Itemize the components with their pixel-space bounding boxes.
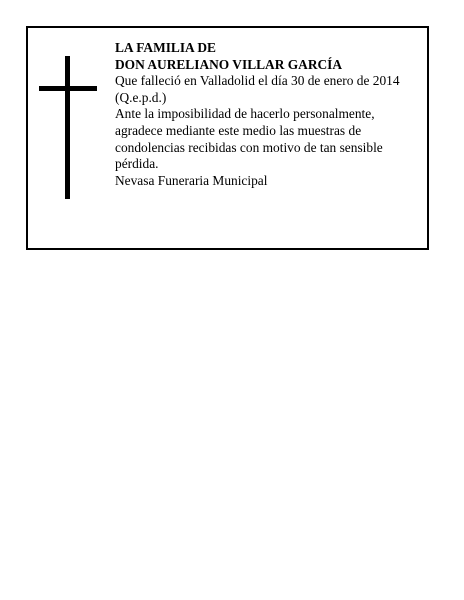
funeral-home-name: Nevasa Funeraria Municipal: [115, 172, 268, 188]
cross-horizontal-bar: [39, 86, 97, 91]
obituary-notice: [26, 26, 429, 250]
heading-family: LA FAMILIA DE: [115, 40, 216, 55]
death-announcement: Que falleció en Valladolid el día 30 de enero de 2014: [115, 73, 400, 89]
cross-vertical-bar: [65, 56, 70, 199]
notice-text: [115, 40, 420, 189]
heading-deceased-name: DON AURELIANO VILLAR GARCÍA: [115, 56, 343, 72]
gratitude-text: Ante la imposibilidad de hacerlo personalmente, agradece mediante este medio las muestras de condolencias recibidas con motivo de tan sensible pérdida.: [115, 106, 383, 172]
qepd-text: (Q.e.p.d.): [115, 89, 167, 105]
